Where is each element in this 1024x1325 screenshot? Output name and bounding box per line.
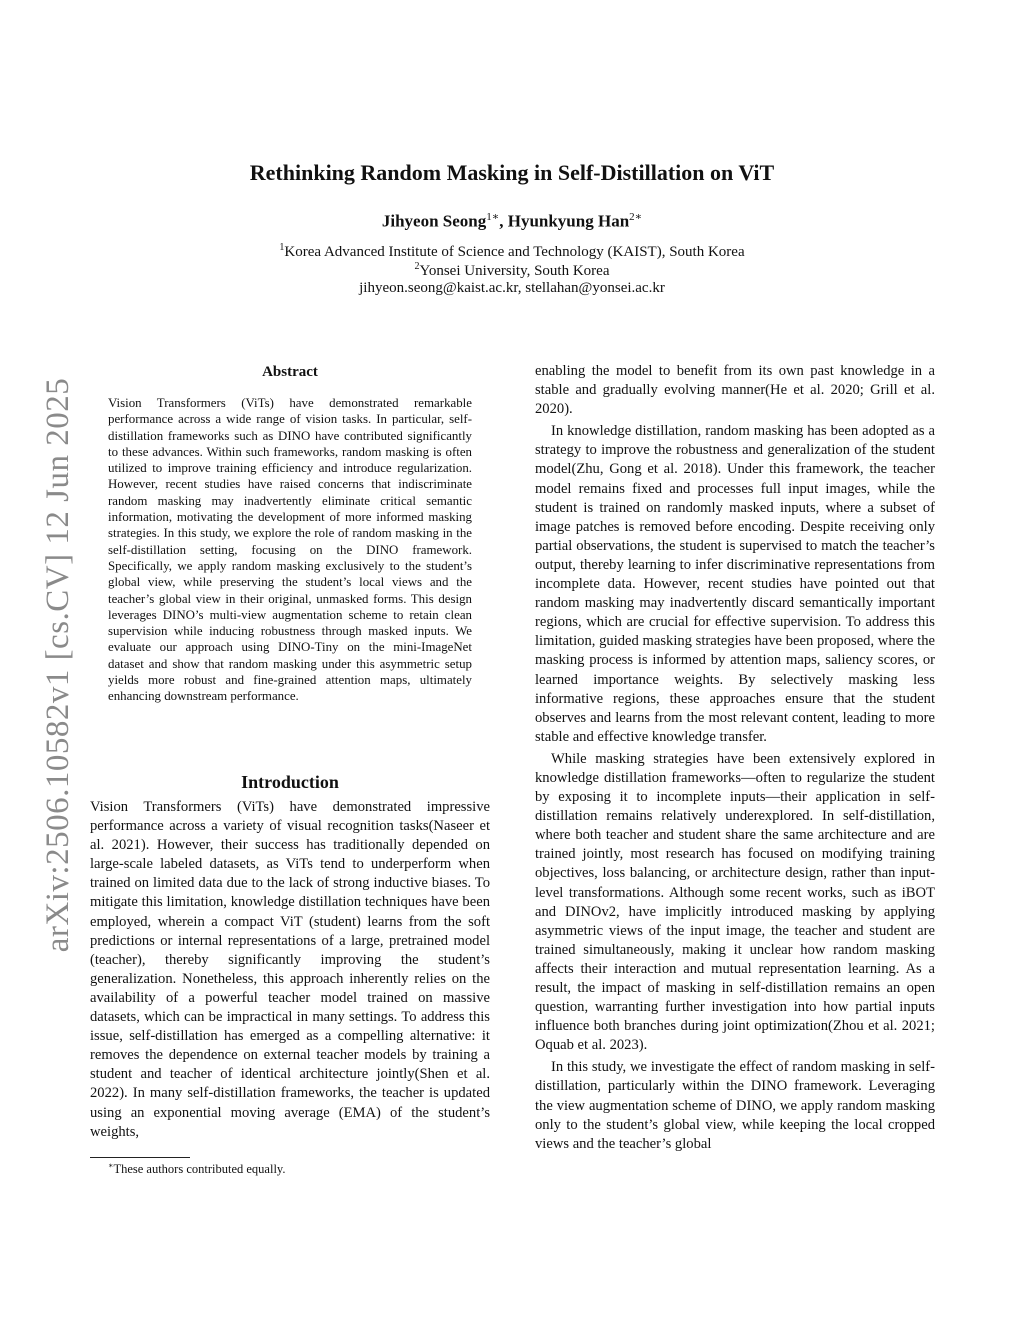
footnote-divider: [90, 1157, 190, 1158]
introduction-paragraph: Vision Transformers (ViTs) have demonstrated impressive performance across a variety of visual recognition tasks(Naseer et al. 2021). However, their success has traditionally depended on large-scale labeled datasets, as ViTs tend to underperform when trained on limited data due to the lack of strong inductive biases. To mitigate this limitation, knowledge distillation techniques have been employed, wherein a compact ViT (student) learns from the soft predictions or internal representations of a large, pretrained model (teacher), thereby significantly improving the student’s generalization. Nonetheless, this approach inherently relies on the availability of a powerful teacher model trained on massive datasets, which can be impractical in many settings. To address this issue, self-distillation has emerged as a compelling alternative: it removes the dependence on external teacher models by training a student and teacher of identical architecture jointly(Shen et al. 2022). In many self-distillation frameworks, the teacher is updated using an exponential moving average (EMA) of the student’s weights,: [90, 799, 490, 1140]
body-paragraph: enabling the model to benefit from its own past knowledge in a stable and gradually evolving manner(He et al. 2020; Grill et al. 2020).: [535, 363, 935, 418]
author-name: Jihyeon Seong: [381, 211, 487, 231]
body-paragraph: In knowledge distillation, random masking has been adopted as a strategy to improve the robustness and generalization of the student model(Zhu, Gong et al. 2018). Under this framework, the teacher model remains fixed and processes full input images, while the student is trained on randomly masked inputs, where a subset of image patches is removed before encoding. Despite receiving only partial observations, the student is supervised to match the teacher’s output, thereby learning to infer discriminative representations from incomplete data. However, recent studies have pointed out that random masking may inadvertently discard semantically important regions, which are crucial for effective supervision. To address this limitation, guided masking strategies have been proposed, where the masking process is informed by attention maps, saliency scores, or learned importance weights. By selectively masking less informative regions, these approaches ensure that the student observes and learns from the most relevant content, leading to more stable and effective knowledge transfer.: [535, 423, 935, 745]
author-emails: jihyeon.seong@kaist.ac.kr, stellahan@yonsei.ac.kr: [359, 280, 665, 296]
affiliation-text: Yonsei University, South Korea: [419, 263, 610, 279]
affiliation-mark: 2: [414, 261, 420, 272]
affiliation-mark: 1: [279, 242, 285, 253]
author-affiliation-mark: 2∗: [629, 211, 643, 223]
author-name: Hyunkyung Han: [507, 211, 630, 231]
body-paragraph: While masking strategies have been extensively explored in knowledge distillation frameworks—often to regularize the student by exposing it to incomplete inputs—their application in self-distillation remains relatively underexplored. In self-distillation, where both teacher and student share the same architecture and are trained jointly, most research has focused on modifying training objectives, loss balancing, or architecture design, rather than input-level transformations. Although some recent works, such as iBOT and DINOv2, have implicitly introduced masking by applying asymmetric views of the input image, the teacher and student are trained simultaneously, making it unclear how random masking affects their interaction and mutual representation learning. As a result, the impact of masking in self-distillation remains an open question, warranting further investigation into how partial inputs influence both branches during joint optimization(Zhou et al. 2021; Oquab et al. 2023).: [535, 750, 935, 1054]
footnote-mark: ∗: [108, 1161, 114, 1170]
author-list: [0, 210, 1024, 232]
introduction-heading: Introduction: [241, 772, 339, 792]
author-affiliation-mark: 1∗: [486, 211, 500, 223]
footnote: [108, 1161, 488, 1177]
right-column: [535, 362, 935, 1154]
author-separator: ,: [499, 211, 508, 231]
abstract-text: Vision Transformers (ViTs) have demonstrated remarkable performance across a wide range of vision tasks. In particular, self-distillation frameworks such as DINO have contributed significantly to these advances. Within such frameworks, random masking is often utilized to improve training efficiency and introduce regularization. However, recent studies have raised concerns that indiscriminate random masking may inadvertently eliminate critical semantic information, motivating the development of more informed masking strategies. In this study, we explore the role of random masking in the self-distillation setting, focusing on the DINO framework. Specifically, we apply random masking exclusively to the student’s global view, while preserving the student’s local views and the teacher’s global view in their original, unmasked forms. This design leverages DINO’s multi-view augmentation scheme to retain clean supervision while inducing robustness through masked inputs. We evaluate our approach using DINO-Tiny on the mini-ImageNet dataset and show that random masking under this asymmetric setup yields more robust and fine-grained attention maps, ultimately enhancing downstream performance.: [108, 396, 472, 704]
affiliation-text: Korea Advanced Institute of Science and Technology (KAIST), South Korea: [284, 244, 745, 260]
affiliation-line: [0, 242, 1024, 261]
paper-title: Rethinking Random Masking in Self-Distillation on ViT: [249, 160, 775, 185]
affiliation-line: [0, 261, 1024, 280]
footnote-text: These authors contributed equally.: [113, 1162, 286, 1177]
arxiv-identifier: arXiv:2506.10582v1 [cs.CV] 12 Jun 2025: [40, 377, 76, 953]
body-paragraph: In this study, we investigate the effect of random masking in self-distillation, particularly within the DINO framework. Leveraging the view augmentation scheme of DINO, we apply random masking only to the student’s global view, while keeping the local cropped views and the teacher’s global: [535, 1059, 935, 1152]
abstract-heading: Abstract: [262, 364, 318, 380]
